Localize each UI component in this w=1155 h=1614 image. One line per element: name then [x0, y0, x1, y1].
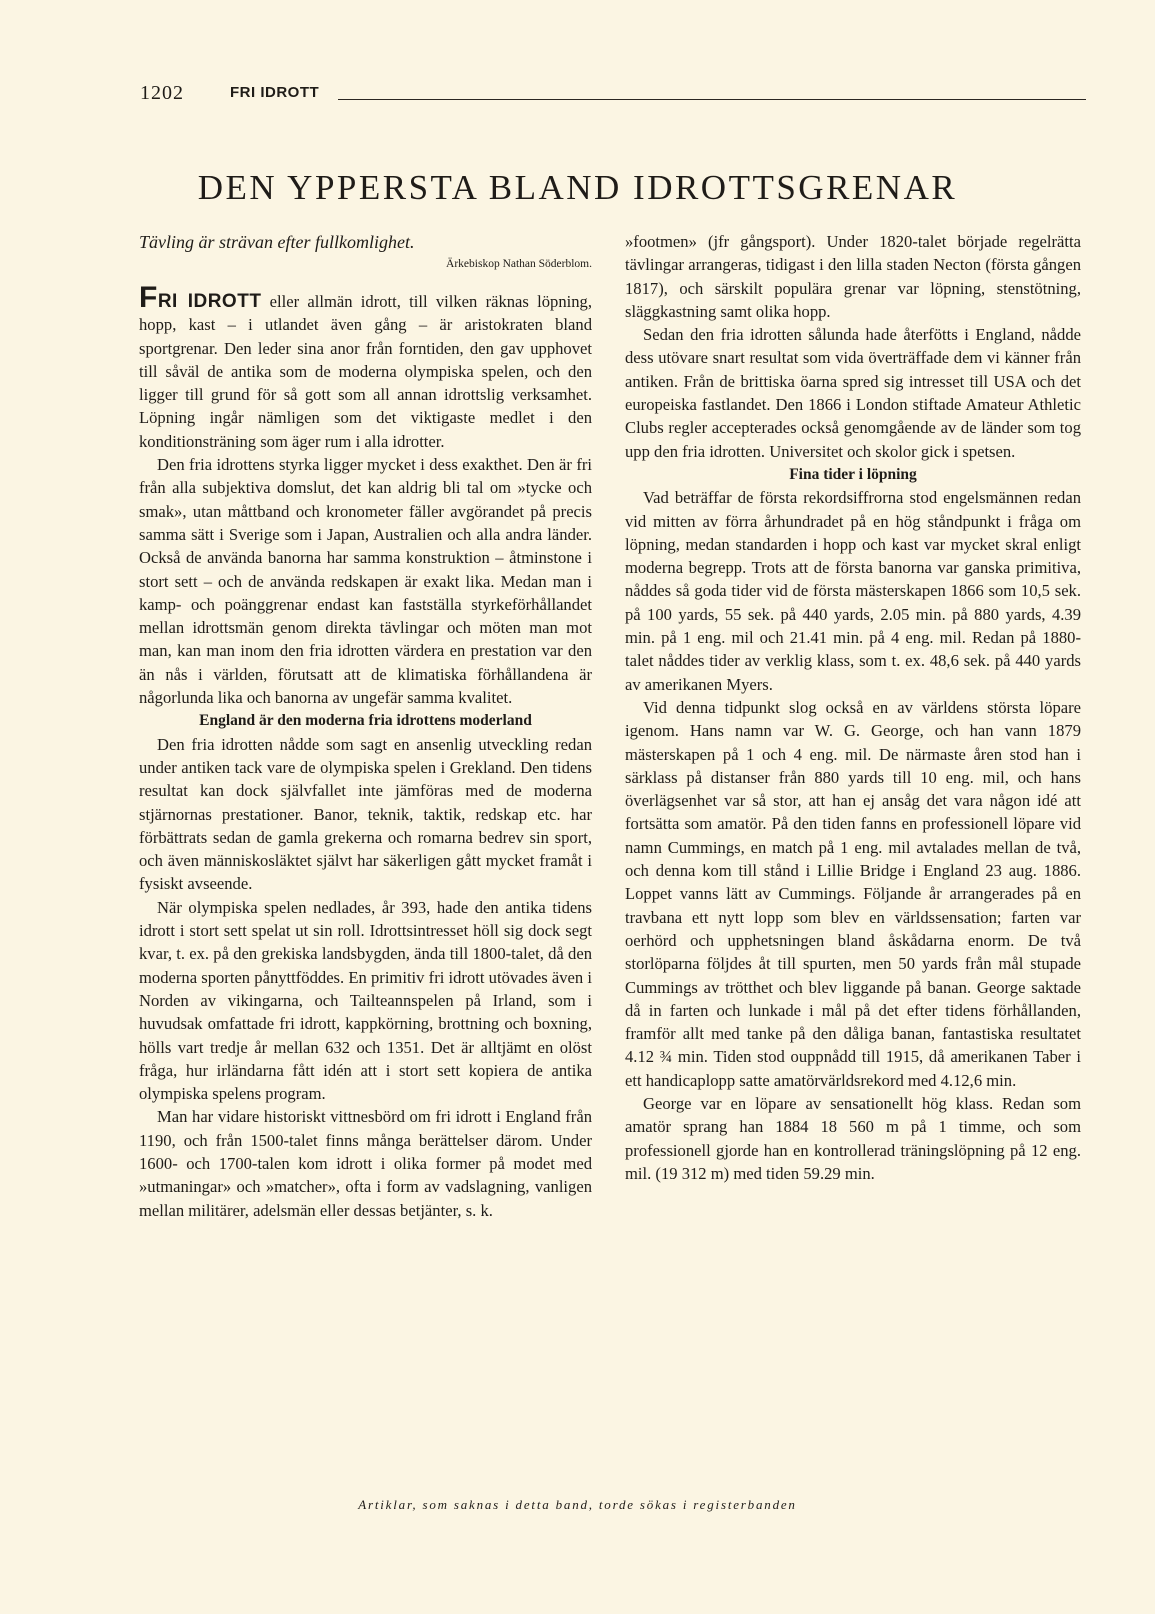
- intro-text: eller allmän idrott, till vilken räknas löpning, hopp, kast – i utlandet även gång – är aristokraten bland sportgrenar. Den leder sina anor från forntiden, den gav upphovet till såväl de antika som de moderna olympiska spelen, och den ligger till grund för så gott som all annan idrottslig verksamhet. Löpning ingår nämligen som det viktigaste medlet i den konditionsträning som äger rum i alla idrotter.: [139, 292, 592, 451]
- footer-note: Artiklar, som saknas i detta band, torde sökas i registerbanden: [358, 1497, 797, 1512]
- intro-paragraph: [139, 281, 592, 453]
- lead-words: RI IDROTT: [157, 291, 262, 312]
- page-number: 1202: [140, 82, 184, 104]
- paragraph: När olympiska spelen nedlades, år 393, hade den antika tidens idrott i stort sett spelat ut sin roll. Idrottsintresset höll sig dock segt kvar, t. ex. på den grekiska landsbygden, ända till 1800-talet, då den moderna sporten pånyttföddes. En primitiv fri idrott utövades även i Norden av vikingarna, och Tailteannspelen på Irland, som i huvudsak omfattade fri idrott, kappkörning, brottning och boxning, hölls vart tredje år mellan 632 och 1351. Det är alltjämt en olöst fråga, hur irländarna fått idén att i stort sett kopiera de antika olympiska spelens program.: [139, 897, 592, 1104]
- paragraph: »footmen» (jfr gångsport). Under 1820-talet började regelrätta tävlingar arrangeras, tidigast i den lilla staden Necton (första gången 1817), och särskilt populära grenar var löpning, stenstötning, släggkastning samt olika hopp.: [625, 232, 1081, 321]
- epigraph-attribution: Ärkebiskop Nathan Söderblom.: [446, 258, 592, 270]
- subheading: England är den moderna fria idrottens moderland: [199, 712, 532, 730]
- left-column: [139, 230, 592, 1222]
- drop-initial: F: [139, 281, 158, 314]
- running-header: [140, 82, 1086, 106]
- header-rule: [338, 99, 1086, 100]
- paragraph: Den fria idrotten nådde som sagt en ansenlig utveckling redan under antiken tack vare de olympiska spelen i Grekland. Den tidens resultat kan dock självfallet inte jämföras med de moderna stjärnornas prestationer. Banor, teknik, taktik, redskap etc. har förbättrats sedan de gamla grekerna och romarna bedrev sin sport, och även människosläktet självt har säkerligen gått mycket framåt i fysiskt avseende.: [139, 734, 592, 894]
- paragraph: Den fria idrottens styrka ligger mycket i dess exakthet. Den är fri från alla subjektiva domslut, det kan aldrig bli tal om »tycke och smak», utan måttband och kronometer fäller avgörandet på precis samma sätt i Sverige som i Japan, Australien och alla andra länder. Också de använda banorna har samma konstruktion – åtminstone i stort sett – och de använda redskapen är exakt lika. Medan man i kamp- och poänggrenar endast kan fastställa styrkeförhållandet mellan idrottsmän genom direkta tävlingar och möten man mot man, kan man inom den fria idrotten värdera en prestation var den än nås i världen, förutsatt att de klimatiska förhållandena är någorlunda lika och banorna av ungefär samma kvalitet.: [139, 455, 592, 708]
- subheading: Fina tider i löpning: [789, 465, 917, 483]
- intro-lead: [139, 281, 262, 314]
- paragraph: Man har vidare historiskt vittnesbörd om fri idrott i England från 1190, och från 1500-talet finns många berättelser därom. Under 1600- och 1700-talen kom idrott i olika former på modet med »utmaningar» och »matcher», ofta i form av vadslagning, vanligen mellan militärer, adelsmän eller dessas betjänter, s. k.: [139, 1107, 592, 1220]
- epigraph-quote: Tävling är strävan efter fullkomlighet.: [139, 232, 415, 252]
- paragraph: Vid denna tidpunkt slog också en av världens största löpare igenom. Hans namn var W. G. George, och han vann 1879 mästerskapen på 1 och 4 eng. mil. De närmaste åren stod han i särklass på distanser från 880 yards till 10 eng. mil, och hans överlägsenhet var så stor, att han ej ansåg det vara någon idé att fortsätta som amatör. På den tiden fanns en professionell löpare vid namn Cummings, en match på 1 eng. mil avtalades mellan de två, och denna kom till stånd i Lillie Bridge i England 23 aug. 1886. Loppet vanns lätt av Cummings. Följande år arrangerades på en travbana ett nytt lopp som blev en världssensation; farten var oerhörd och upphetsningen bland åskådarna enorm. De två storlöparna följdes åt till spurten, men 50 yards från mål stupade Cummings av trötthet och blev liggande på banan. George saktade då in farten och lunkade i mål på det efter tidens förhållanden, framför allt med tanke på den dåliga banan, fantastiska resultatet 4.12 ¾ min. Tiden stod ouppnådd till 1915, då amerikanen Taber i ett handicaplopp satte amatörvärldsrekord med 4.12,6 min.: [625, 697, 1081, 1090]
- article-title: DEN YPPERSTA BLAND IDROTTSGRENAR: [197, 168, 958, 207]
- section-title: FRI IDROTT: [230, 84, 320, 101]
- paragraph: Vad beträffar de första rekordsiffrorna stod engelsmännen redan vid mitten av förra århundradet på en hög ståndpunkt i fråga om löpning, medan standarden i hopp och kast var mycket skral enligt moderna begrepp. Trots att de första banorna var ganska primitiva, nåddes så goda tider vid de första mästerskapen 1866 som 10,5 sek. på 100 yards, 55 sek. på 440 yards, 2.05 min. på 880 yards, 4.39 min. på 1 eng. mil och 21.41 min. på 4 eng. mil. Redan på 1880-talet nåddes tider av verklig klass, som t. ex. 48,6 sek. på 440 yards av amerikanen Myers.: [625, 488, 1081, 694]
- paragraph: Sedan den fria idrotten sålunda hade återfötts i England, nådde dess utövare snart resultat som vida överträffade dem vi känner från antiken. Från de brittiska öarna spred sig intresset till USA och det europeiska fastlandet. Den 1866 i London stiftade Amateur Athletic Clubs regler accepterades också genomgående av de länder som tog upp den fria idrotten. Universitet och skolor gick i spetsen.: [625, 325, 1081, 461]
- right-column: [625, 230, 1081, 1185]
- paragraph: George var en löpare av sensationellt hög klass. Redan som amatör sprang han 1884 18 560 m på 1 timme, och som professionell gjorde han en kontrollerad träningslöpning på 12 eng. mil. (19 312 m) med tiden 59.29 min.: [625, 1093, 1081, 1183]
